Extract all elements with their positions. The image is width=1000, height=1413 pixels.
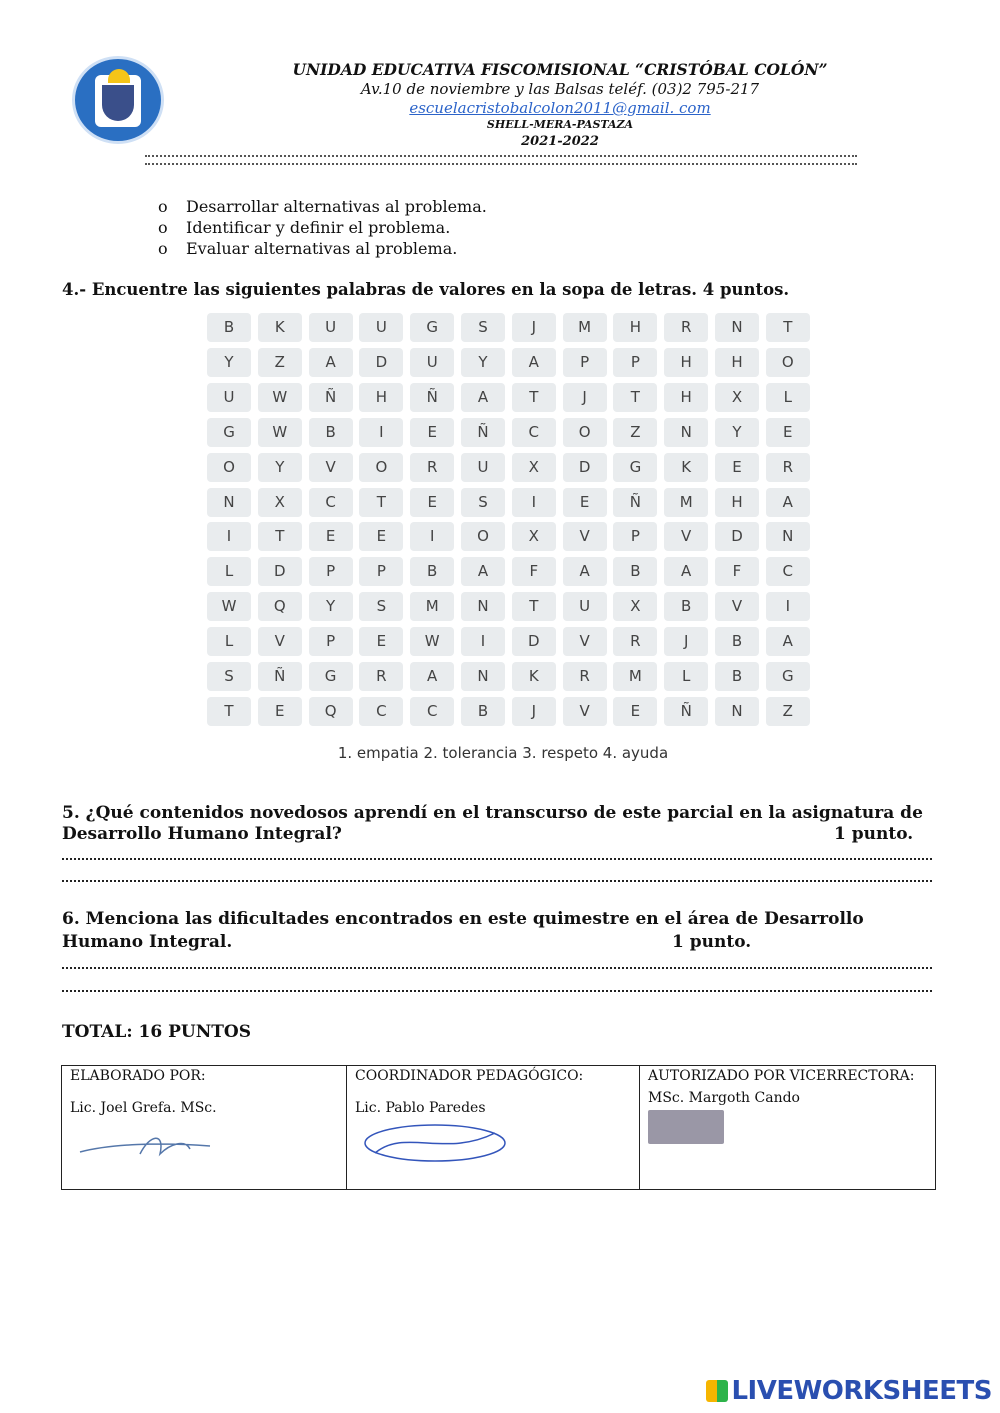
letter-cell[interactable]: X xyxy=(613,592,657,621)
letter-cell[interactable]: V xyxy=(664,522,708,551)
letter-cell[interactable]: I xyxy=(512,488,556,517)
letter-cell[interactable]: N xyxy=(766,522,810,551)
bullet-item: o Desarrollar alternativas al problema. xyxy=(158,197,487,216)
letter-cell[interactable]: G xyxy=(309,662,353,691)
word-list: 1. empatia 2. tolerancia 3. respeto 4. ayuda xyxy=(337,744,669,762)
letter-cell[interactable]: Z xyxy=(766,697,810,726)
letter-cell[interactable]: E xyxy=(715,453,759,482)
answer-line[interactable] xyxy=(62,990,932,994)
letter-cell[interactable]: L xyxy=(664,662,708,691)
letter-cell[interactable]: C xyxy=(410,697,454,726)
letter-cell[interactable]: D xyxy=(563,453,607,482)
letter-cell[interactable]: R xyxy=(359,662,403,691)
letter-cell[interactable]: D xyxy=(258,557,302,586)
letter-cell[interactable]: C xyxy=(359,697,403,726)
letter-cell[interactable]: E xyxy=(359,522,403,551)
letter-cell[interactable]: F xyxy=(715,557,759,586)
signature-cell-elaborado xyxy=(62,1066,347,1190)
letter-cell[interactable]: O xyxy=(766,348,810,377)
letter-cell[interactable]: A xyxy=(309,348,353,377)
letter-cell[interactable]: C xyxy=(512,418,556,447)
letter-cell[interactable]: R xyxy=(563,662,607,691)
letter-cell[interactable]: B xyxy=(207,313,251,342)
answer-line[interactable] xyxy=(62,880,932,884)
letter-cell[interactable]: H xyxy=(359,383,403,412)
letter-cell[interactable]: D xyxy=(359,348,403,377)
school-year: 2021-2022 xyxy=(521,134,599,149)
question-5-line2: Desarrollo Humano Integral? 1 punto. xyxy=(62,824,914,844)
school-logo xyxy=(72,56,164,144)
letter-cell[interactable]: X xyxy=(512,522,556,551)
letter-cell[interactable]: Ñ xyxy=(309,383,353,412)
letter-cell[interactable]: N xyxy=(461,662,505,691)
letter-cell[interactable]: Ñ xyxy=(613,488,657,517)
letter-cell[interactable]: N xyxy=(207,488,251,517)
letter-cell[interactable]: R xyxy=(664,313,708,342)
liveworksheets-logo-icon xyxy=(706,1380,728,1402)
letter-cell[interactable]: D xyxy=(512,627,556,656)
letter-cell[interactable]: G xyxy=(766,662,810,691)
letter-cell[interactable]: E xyxy=(563,488,607,517)
letter-cell[interactable]: N xyxy=(461,592,505,621)
signer-name: Lic. Pablo Paredes xyxy=(355,1100,486,1116)
letter-cell[interactable]: J xyxy=(664,627,708,656)
letter-cell[interactable]: B xyxy=(613,557,657,586)
question-4-title: 4.- Encuentre las siguientes palabras de valores en la sopa de letras. 4 puntos. xyxy=(62,280,790,299)
letter-cell[interactable]: E xyxy=(410,418,454,447)
letter-cell[interactable]: J xyxy=(512,313,556,342)
role-label: COORDINADOR PEDAGÓGICO: xyxy=(355,1068,584,1084)
letter-cell[interactable]: J xyxy=(512,697,556,726)
letter-cell[interactable]: D xyxy=(715,522,759,551)
letter-cell[interactable]: Y xyxy=(207,348,251,377)
letter-cell[interactable]: S xyxy=(461,313,505,342)
letter-cell[interactable]: N xyxy=(715,697,759,726)
letter-cell[interactable]: V xyxy=(563,627,607,656)
letter-cell[interactable]: K xyxy=(664,453,708,482)
question-6-points: 1 punto. xyxy=(672,932,752,952)
letter-cell[interactable]: G xyxy=(613,453,657,482)
letter-cell[interactable]: H xyxy=(715,348,759,377)
letter-cell[interactable]: L xyxy=(766,383,810,412)
letter-cell[interactable]: B xyxy=(664,592,708,621)
letter-cell[interactable]: K xyxy=(258,313,302,342)
letter-cell[interactable]: V xyxy=(563,697,607,726)
letter-cell[interactable]: E xyxy=(613,697,657,726)
letter-cell[interactable]: P xyxy=(613,348,657,377)
letter-cell[interactable]: T xyxy=(766,313,810,342)
signature-image xyxy=(355,1118,515,1168)
letter-cell[interactable]: T xyxy=(207,697,251,726)
letter-cell[interactable]: P xyxy=(613,522,657,551)
letter-cell[interactable]: E xyxy=(766,418,810,447)
letter-cell[interactable]: V xyxy=(258,627,302,656)
role-label: ELABORADO POR: xyxy=(70,1068,206,1084)
letter-cell[interactable]: T xyxy=(258,522,302,551)
letter-cell[interactable]: Y xyxy=(715,418,759,447)
letter-cell[interactable]: E xyxy=(410,488,454,517)
header-divider xyxy=(145,155,857,165)
letter-cell[interactable]: P xyxy=(309,557,353,586)
letter-cell[interactable]: X xyxy=(512,453,556,482)
letter-cell[interactable]: Y xyxy=(258,453,302,482)
letter-cell[interactable]: U xyxy=(207,383,251,412)
liveworksheets-watermark: LIVEWORKSHEETS xyxy=(706,1376,992,1406)
letter-cell[interactable]: L xyxy=(207,557,251,586)
letter-cell[interactable]: P xyxy=(309,627,353,656)
letter-cell[interactable]: A xyxy=(410,662,454,691)
question-6-line1: 6. Menciona las dificultades encontrados en este quimestre en el área de Desarrollo xyxy=(62,909,864,929)
letter-cell[interactable]: X xyxy=(258,488,302,517)
letter-cell[interactable]: I xyxy=(461,627,505,656)
letter-cell[interactable]: W xyxy=(258,383,302,412)
total-points: TOTAL: 16 PUNTOS xyxy=(62,1022,251,1042)
signer-name: Lic. Joel Grefa. MSc. xyxy=(70,1100,217,1116)
letter-cell[interactable]: T xyxy=(512,592,556,621)
letter-cell[interactable]: F xyxy=(512,557,556,586)
letter-cell[interactable]: E xyxy=(258,697,302,726)
letter-cell[interactable]: R xyxy=(766,453,810,482)
letter-cell[interactable]: Q xyxy=(258,592,302,621)
letter-cell[interactable]: B xyxy=(309,418,353,447)
letter-cell[interactable]: B xyxy=(715,627,759,656)
letter-cell[interactable]: A xyxy=(766,488,810,517)
question-5-points: 1 punto. xyxy=(834,824,914,844)
letter-cell[interactable]: E xyxy=(359,627,403,656)
letter-cell[interactable]: V xyxy=(563,522,607,551)
school-address: Av.10 de noviembre y las Balsas teléf. (03)2 795-217 xyxy=(360,80,760,98)
signature-cell-coordinador xyxy=(347,1066,640,1190)
letter-cell[interactable]: N xyxy=(664,418,708,447)
letter-cell[interactable]: W xyxy=(410,627,454,656)
answer-line[interactable] xyxy=(62,967,932,971)
letter-cell[interactable]: A xyxy=(512,348,556,377)
letter-cell[interactable]: P xyxy=(359,557,403,586)
letter-cell[interactable]: I xyxy=(766,592,810,621)
letter-cell[interactable]: C xyxy=(766,557,810,586)
letter-cell[interactable]: T xyxy=(512,383,556,412)
letter-cell[interactable]: W xyxy=(207,592,251,621)
letter-cell[interactable]: N xyxy=(715,313,759,342)
letter-cell[interactable]: H xyxy=(664,383,708,412)
letter-cell[interactable]: T xyxy=(359,488,403,517)
answer-line[interactable] xyxy=(62,858,932,862)
letter-cell[interactable]: A xyxy=(461,383,505,412)
signature-table xyxy=(61,1065,936,1190)
letter-cell[interactable]: H xyxy=(613,313,657,342)
letter-cell[interactable]: Q xyxy=(309,697,353,726)
letter-cell[interactable]: S xyxy=(359,592,403,621)
letter-cell[interactable]: P xyxy=(563,348,607,377)
letter-cell[interactable]: Z xyxy=(258,348,302,377)
question-6-line2: Humano Integral. 1 punto. xyxy=(62,932,752,952)
letter-cell[interactable]: U xyxy=(563,592,607,621)
letter-cell[interactable]: O xyxy=(207,453,251,482)
letter-cell[interactable]: Ñ xyxy=(258,662,302,691)
school-name: UNIDAD EDUCATIVA FISCOMISIONAL “CRISTÓBAL COLÓN” xyxy=(292,60,828,79)
letter-cell[interactable]: I xyxy=(359,418,403,447)
bullet-item: o Evaluar alternativas al problema. xyxy=(158,239,458,258)
letter-cell[interactable]: V xyxy=(309,453,353,482)
letter-cell[interactable]: O xyxy=(563,418,607,447)
letter-cell[interactable]: M xyxy=(563,313,607,342)
letter-cell[interactable]: V xyxy=(715,592,759,621)
seal-stamp xyxy=(648,1110,724,1144)
question-5-line1: 5. ¿Qué contenidos novedosos aprendí en el transcurso de este parcial en la asignatura de xyxy=(62,803,923,823)
letter-cell[interactable]: S xyxy=(207,662,251,691)
letter-cell[interactable]: X xyxy=(715,383,759,412)
letter-cell[interactable]: M xyxy=(664,488,708,517)
letter-cell[interactable]: C xyxy=(309,488,353,517)
letter-cell[interactable]: E xyxy=(309,522,353,551)
letter-cell[interactable]: A xyxy=(563,557,607,586)
letter-cell[interactable]: Y xyxy=(461,348,505,377)
letter-cell[interactable]: I xyxy=(207,522,251,551)
letter-cell[interactable]: R xyxy=(410,453,454,482)
letter-cell[interactable]: L xyxy=(207,627,251,656)
letter-cell[interactable]: B xyxy=(410,557,454,586)
letter-cell[interactable]: O xyxy=(359,453,403,482)
letter-cell[interactable]: U xyxy=(309,313,353,342)
letter-cell[interactable]: B xyxy=(461,697,505,726)
signature-image xyxy=(70,1124,220,1164)
school-email-link[interactable]: escuelacristobalcolon2011@gmail. com xyxy=(409,99,711,117)
letter-cell[interactable]: U xyxy=(410,348,454,377)
letter-cell[interactable]: G xyxy=(410,313,454,342)
letter-cell[interactable]: H xyxy=(664,348,708,377)
letter-cell[interactable]: M xyxy=(410,592,454,621)
word-search xyxy=(177,308,829,778)
letter-cell[interactable]: Y xyxy=(309,592,353,621)
letter-cell[interactable]: S xyxy=(461,488,505,517)
role-label: AUTORIZADO POR VICERRECTORA: xyxy=(648,1068,915,1084)
letter-cell[interactable]: O xyxy=(461,522,505,551)
letter-cell[interactable]: Ñ xyxy=(461,418,505,447)
letter-cell[interactable]: T xyxy=(613,383,657,412)
letter-cell[interactable]: Ñ xyxy=(664,697,708,726)
letter-cell[interactable]: A xyxy=(664,557,708,586)
letter-cell[interactable]: A xyxy=(461,557,505,586)
letter-cell[interactable]: Z xyxy=(613,418,657,447)
letter-cell[interactable]: A xyxy=(766,627,810,656)
letter-cell[interactable]: R xyxy=(613,627,657,656)
school-location: SHELL-MERA-PASTAZA xyxy=(486,118,634,131)
letter-cell[interactable]: B xyxy=(715,662,759,691)
letter-cell[interactable]: U xyxy=(461,453,505,482)
letter-cell[interactable]: W xyxy=(258,418,302,447)
bullet-item: o Identificar y definir el problema. xyxy=(158,218,451,237)
letter-cell[interactable]: U xyxy=(359,313,403,342)
signer-name: MSc. Margoth Cando xyxy=(648,1090,800,1106)
letter-cell[interactable]: J xyxy=(563,383,607,412)
letter-cell[interactable]: H xyxy=(715,488,759,517)
letter-cell[interactable]: Ñ xyxy=(410,383,454,412)
letter-cell[interactable]: I xyxy=(410,522,454,551)
letter-cell[interactable]: M xyxy=(613,662,657,691)
letter-cell[interactable]: G xyxy=(207,418,251,447)
letter-cell[interactable]: K xyxy=(512,662,556,691)
signature-cell-autorizado xyxy=(640,1066,936,1190)
